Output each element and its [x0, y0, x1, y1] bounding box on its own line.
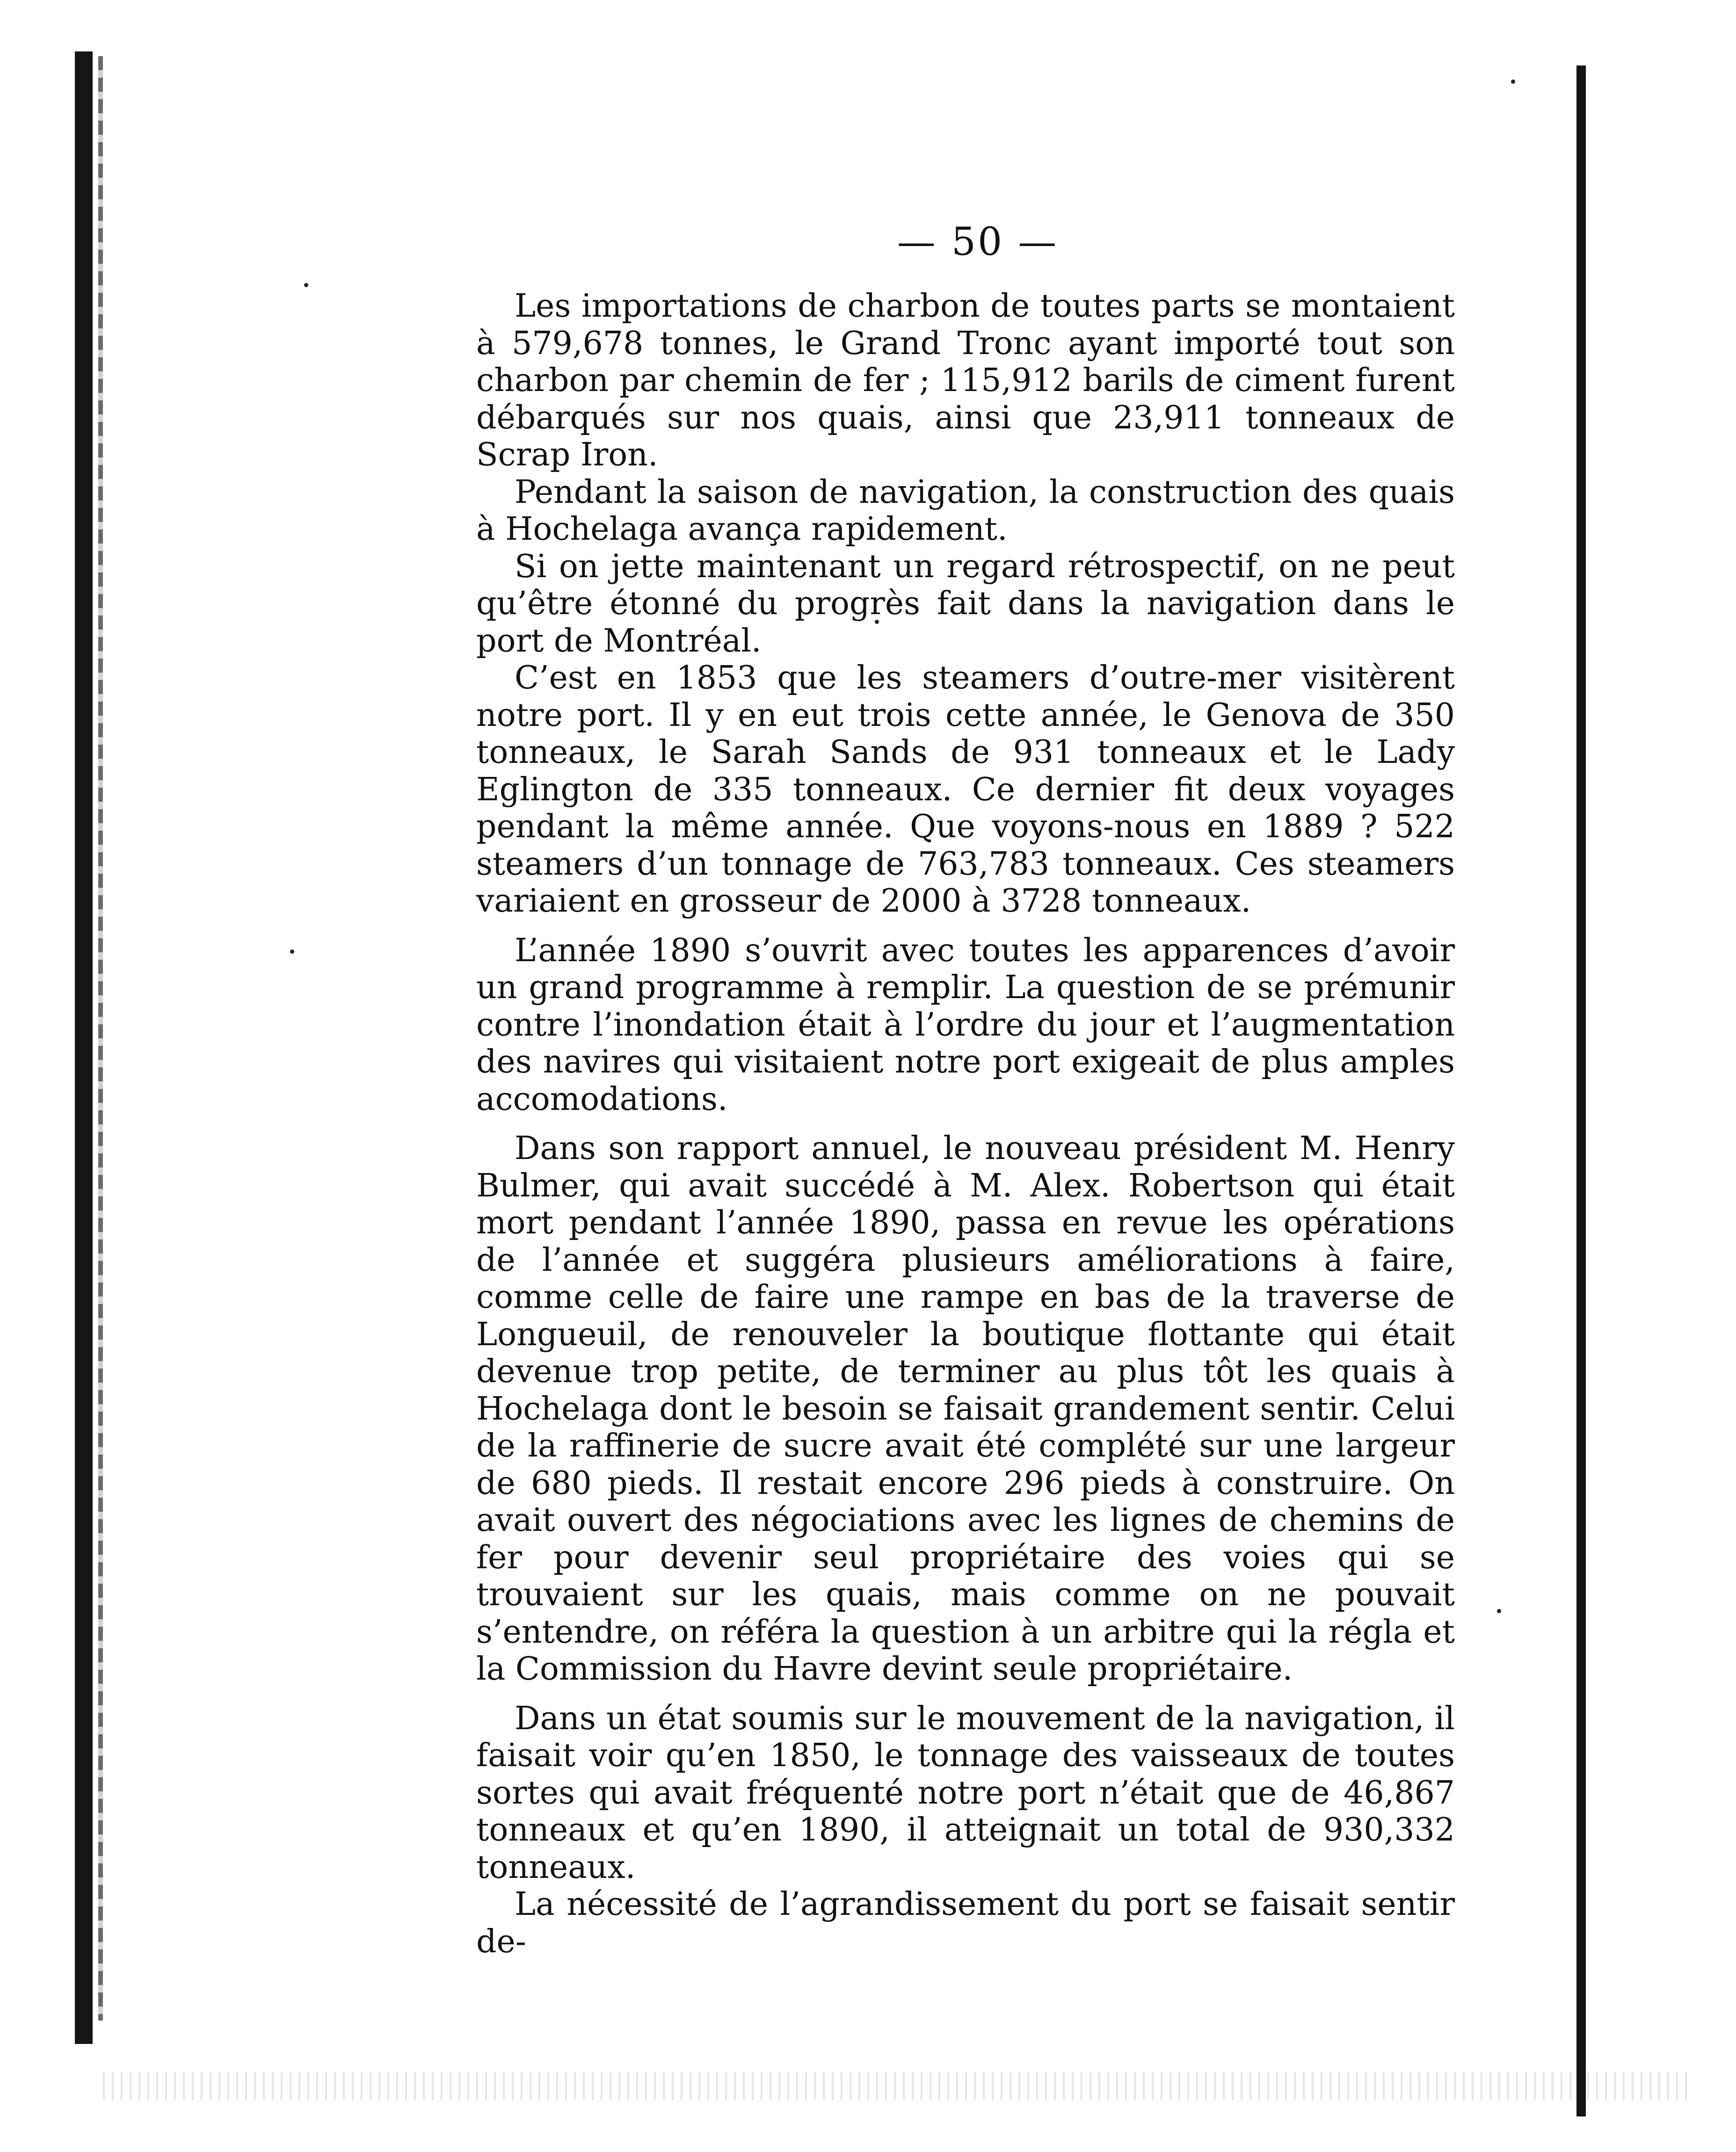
scan-speck [1497, 1609, 1501, 1613]
scan-right-edge-shadow [1576, 65, 1586, 2116]
paragraph: Dans un état soumis sur le mouvement de la navigation, il faisait voir qu’en 1850, le tonnage des vaisseaux de toutes sortes qui avait fréquenté notre port n’était que de 46,867 tonneaux et qu’en 1890, il atteignait un total de 930,332 tonneaux. [476, 1700, 1455, 1886]
scan-left-edge-noise [98, 56, 103, 2021]
body-text [476, 288, 1455, 1960]
scan-speck [1511, 80, 1515, 84]
paragraph: Pendant la saison de navigation, la construction des quais à Hochelaga avança rapidement. [476, 473, 1455, 548]
page-number: — 50 — [897, 220, 1059, 264]
scan-speck [304, 283, 308, 287]
paragraph: La nécessité de l’agrandissement du port se faisait sentir de- [476, 1886, 1455, 1960]
scan-speck [290, 949, 294, 954]
paragraph: Les importations de charbon de toutes parts se montaient à 579,678 tonnes, le Grand Tronc ayant importé tout son charbon par chemin de fer ; 115,912 barils de ciment furent débarqués sur nos quais, ainsi que 23,911 tonneaux de Scrap Iron. [476, 288, 1455, 473]
paragraph: Si on jette maintenant un regard rétrospectif, on ne peut qu’être étonné du progrès fait dans la navigation dans le port de Montréal. [476, 548, 1455, 659]
scan-bottom-noise [103, 2072, 1693, 2100]
paragraph: L’année 1890 s’ouvrit avec toutes les apparences d’avoir un grand programme à remplir. La question de se prémunir contre l’inondation était à l’ordre du jour et l’augmentation des navires qui visitaient notre port exigeait de plus amples accomodations. [476, 932, 1455, 1118]
scan-left-edge-shadow [75, 51, 93, 2044]
paragraph: C’est en 1853 que les steamers d’outre-mer visitèrent notre port. Il y en eut trois cette année, le Genova de 350 tonneaux, le Sarah Sands de 931 tonneaux et le Lady Eglington de 335 tonneaux. Ce dernier fit deux voyages pendant la même année. Que voyons-nous en 1889 ? 522 steamers d’un tonnage de 763,783 tonneaux. Ces steamers variaient en grosseur de 2000 à 3728 tonneaux. [476, 659, 1455, 920]
paragraph: Dans son rapport annuel, le nouveau président M. Henry Bulmer, qui avait succédé à M. Alex. Robertson qui était mort pendant l’année 1890, passa en revue les opérations de l’année et suggéra plusieurs améliorations à faire, comme celle de faire une rampe en bas de la traverse de Longueuil, de renouveler la boutique flottante qui était devenue trop petite, de terminer au plus tôt les quais à Hochelaga dont le besoin se faisait grandement sentir. Celui de la raffinerie de sucre avait été complété sur une largeur de 680 pieds. Il restait encore 296 pieds à construire. On avait ouvert des négociations avec les lignes de chemins de fer pour devenir seul propriétaire des voies qui se trouvaient sur les quais, mais comme on ne pouvait s’entendre, on référa la question à un arbitre qui la régla et la Commission du Havre devint seule propriétaire. [476, 1130, 1455, 1688]
